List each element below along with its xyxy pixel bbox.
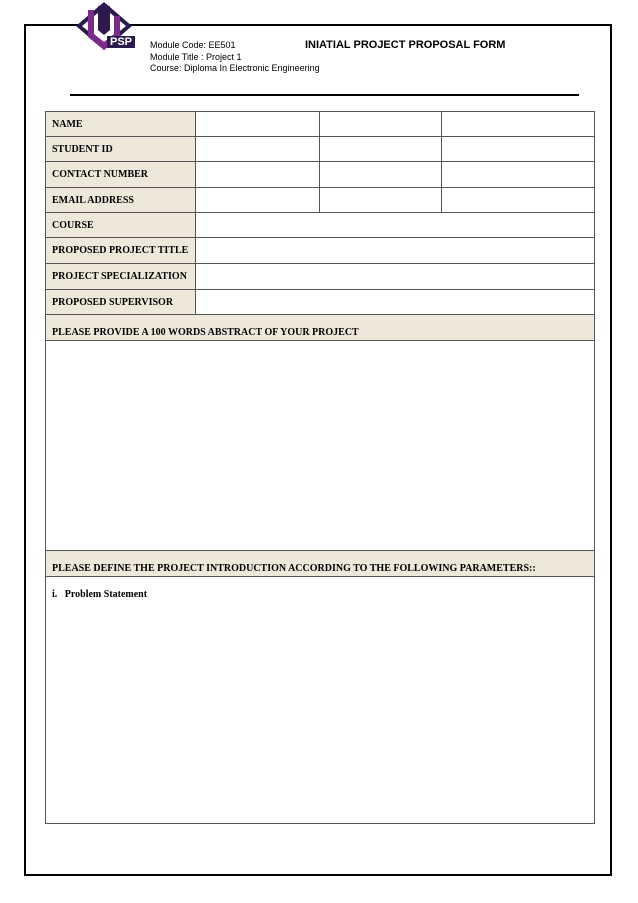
name-label: NAME [46, 112, 196, 137]
email-field-3[interactable] [442, 188, 595, 213]
module-code: Module Code: EE501 [150, 40, 236, 50]
header-divider [70, 94, 579, 96]
table-row [46, 213, 595, 238]
table-row [46, 264, 595, 290]
table-row [46, 162, 595, 188]
abstract-heading: PLEASE PROVIDE A 100 WORDS ABSTRACT OF YOUR PROJECT [46, 315, 595, 341]
email-field-1[interactable] [196, 188, 320, 213]
contact-number-field-2[interactable] [320, 162, 442, 188]
student-id-label: STUDENT ID [46, 137, 196, 162]
table-row [46, 341, 595, 551]
email-field-2[interactable] [320, 188, 442, 213]
table-row [46, 315, 595, 341]
table-row [46, 238, 595, 264]
specialization-label: PROJECT SPECIALIZATION [46, 264, 196, 290]
supervisor-field[interactable] [196, 290, 595, 315]
table-row [46, 137, 595, 162]
name-field-1[interactable] [196, 112, 320, 137]
problem-statement-label: i. Problem Statement [52, 589, 148, 600]
student-id-field-2[interactable] [320, 137, 442, 162]
supervisor-label: PROPOSED SUPERVISOR [46, 290, 196, 315]
project-title-field[interactable] [196, 238, 595, 264]
course-label: COURSE [46, 213, 196, 238]
project-title-label: PROPOSED PROJECT TITLE [46, 238, 196, 264]
table-row [46, 290, 595, 315]
student-id-field-3[interactable] [442, 137, 595, 162]
abstract-area[interactable] [46, 341, 595, 551]
table-row [46, 112, 595, 137]
contact-number-field-3[interactable] [442, 162, 595, 188]
proposal-form [45, 111, 595, 824]
course-field[interactable] [196, 213, 595, 238]
contact-number-label: CONTACT NUMBER [46, 162, 196, 188]
table-row [46, 551, 595, 577]
logo-text: PSP [107, 36, 135, 48]
specialization-field[interactable] [196, 264, 595, 290]
introduction-heading: PLEASE DEFINE THE PROJECT INTRODUCTION ACCORDING TO THE FOLLOWING PARAMETERS:: [46, 551, 595, 577]
table-row [46, 577, 595, 824]
name-field-3[interactable] [442, 112, 595, 137]
name-field-2[interactable] [320, 112, 442, 137]
form-title: INIATIAL PROJECT PROPOSAL FORM [305, 39, 506, 51]
student-id-field-1[interactable] [196, 137, 320, 162]
module-title: Module Title : Project 1 [150, 52, 242, 62]
table-row [46, 188, 595, 213]
contact-number-field-1[interactable] [196, 162, 320, 188]
problem-statement-area[interactable] [46, 577, 595, 824]
course-line: Course: Diploma In Electronic Engineering [150, 63, 320, 73]
email-label: EMAIL ADDRESS [46, 188, 196, 213]
